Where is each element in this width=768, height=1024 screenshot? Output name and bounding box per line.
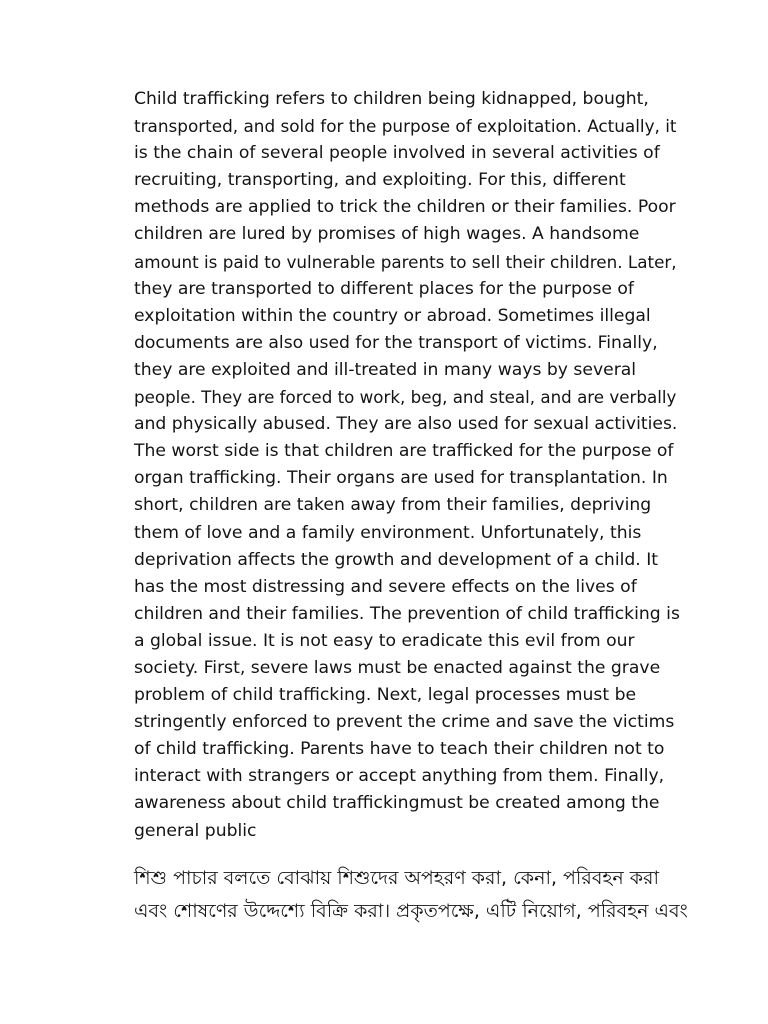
english-text-line: a global issue. It is not easy to eradicate this evil from our — [134, 630, 635, 651]
english-text-line: is the chain of several people involved in several activities of — [134, 143, 660, 164]
english-text-line: they are transported to different places for the purpose of — [134, 278, 634, 299]
bengali-text-line: শিশু পাচার বলতে বোঝায় শিশুদের অপহরণ করা, কেনা, পরিবহন করা — [134, 867, 660, 889]
english-text-line: deprivation affects the growth and development of a child. It — [134, 549, 659, 570]
english-text-line: general public — [134, 820, 257, 841]
english-text-line: children are lured by promises of high wages. A handsome — [134, 224, 640, 245]
english-text-line: stringently enforced to prevent the crime and save the victims — [134, 712, 675, 733]
english-text-line: awareness about child traffickingmust be created among the — [134, 793, 660, 814]
english-text-line: transported, and sold for the purpose of exploitation. Actually, it — [134, 116, 677, 137]
english-text-line: children and their families. The prevention of child trafficking is — [134, 603, 680, 624]
english-paragraph — [134, 86, 682, 845]
english-text-line: and physically abused. They are also used for sexual activities. — [134, 414, 678, 435]
english-text-line: amount is paid to vulnerable parents to sell their children. Later, — [134, 251, 677, 272]
english-text-line: recruiting, transporting, and exploiting. For this, different — [134, 170, 626, 191]
english-text-line: methods are applied to trick the children or their families. Poor — [134, 197, 676, 218]
english-text-line: people. They are forced to work, beg, and steal, and are verbally — [134, 388, 677, 408]
english-text-line: of child trafficking. Parents have to teach their children not to — [134, 739, 665, 760]
english-text-line: The worst side is that children are trafficked for the purpose of — [134, 441, 674, 462]
english-text-line: organ trafficking. Their organs are used for transplantation. In — [134, 468, 668, 489]
english-text-line: short, children are taken away from their families, depriving — [134, 495, 652, 516]
english-text-line: exploitation within the country or abroad. Sometimes illegal — [134, 305, 651, 326]
english-text-line: society. First, severe laws must be enacted against the grave — [134, 657, 661, 678]
english-text-line: documents are also used for the transport of victims. Finally, — [134, 332, 658, 353]
english-text-line: interact with strangers or accept anything from them. Finally, — [134, 766, 665, 787]
english-text-line: has the most distressing and severe effects on the lives of — [134, 576, 637, 597]
english-text-line: they are exploited and ill-treated in many ways by several — [134, 359, 637, 380]
bengali-text-line: এবং শোষণের উদ্দেশ্যে বিক্রি করা। প্রকৃতপক্ষে, এটি নিয়োগ, পরিবহন এবং — [134, 900, 688, 922]
english-text-line: them of love and a family environment. Unfortunately, this — [134, 522, 642, 543]
bengali-paragraph — [134, 862, 694, 928]
english-text-line: problem of child trafficking. Next, legal processes must be — [134, 685, 637, 706]
english-text-line: Child trafficking refers to children being kidnapped, bought, — [134, 89, 649, 109]
